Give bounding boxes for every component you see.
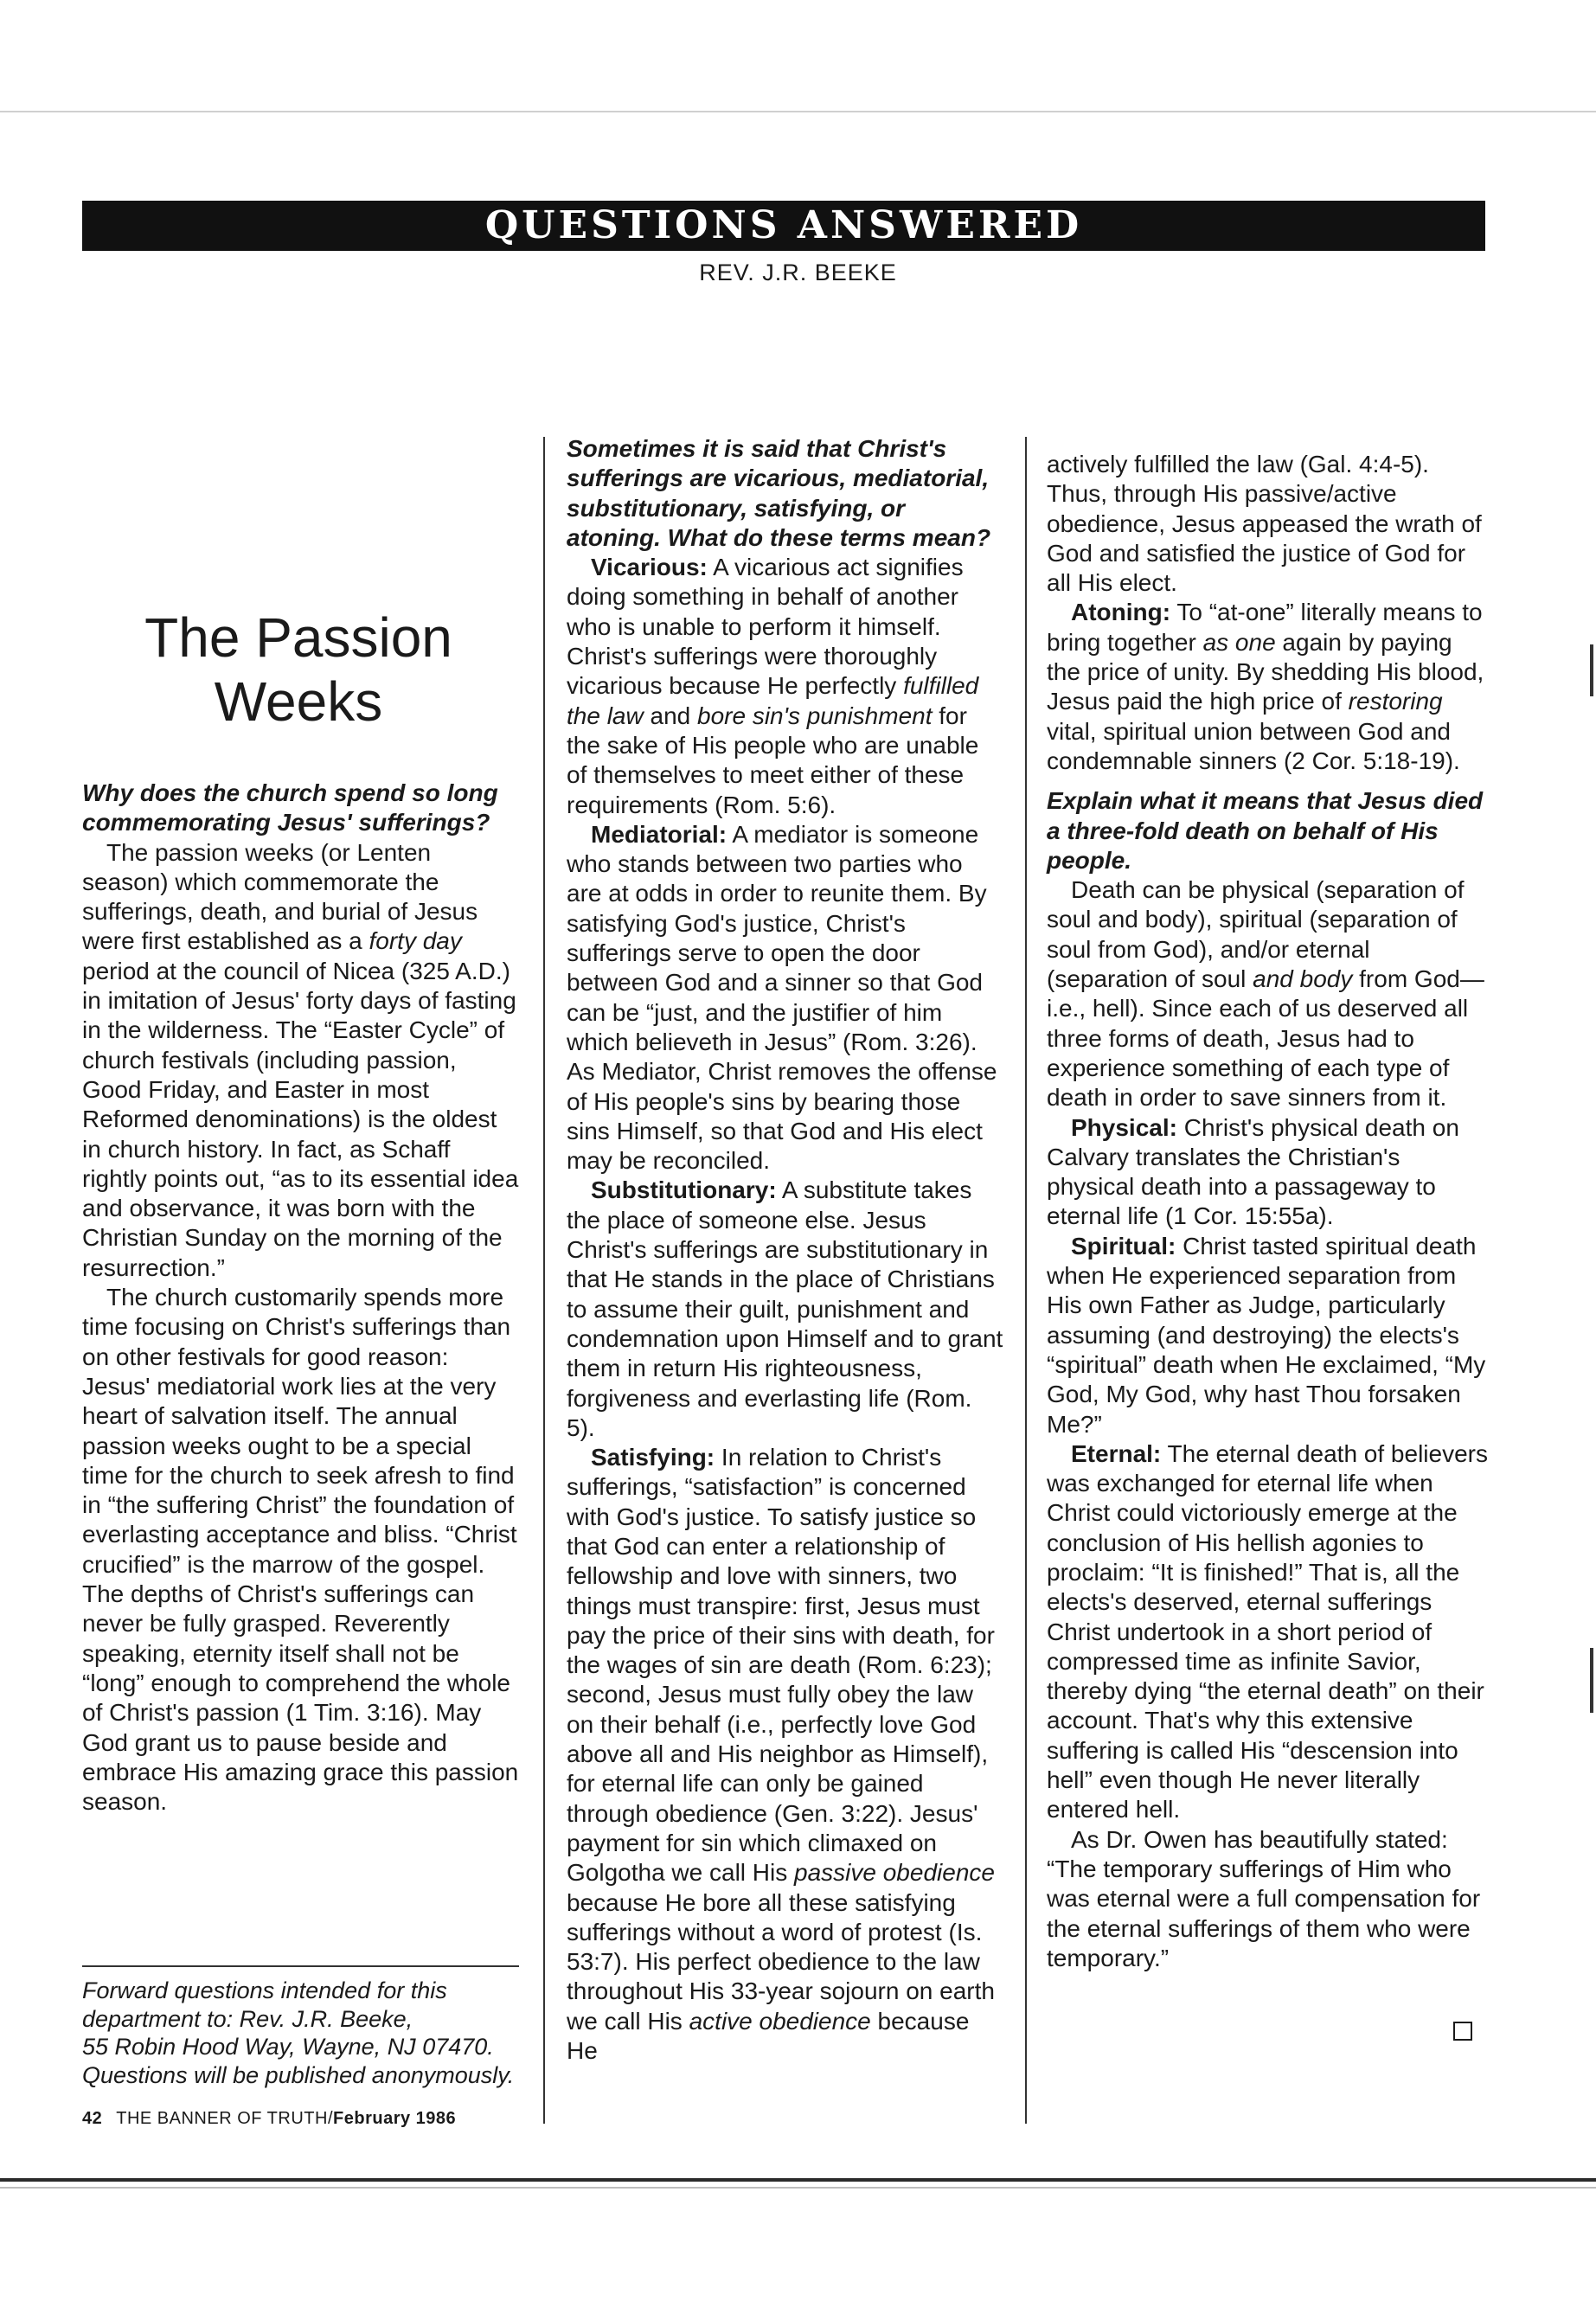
scan-margin-mark [1590,1648,1593,1713]
submission-note [82,1977,541,2089]
paragraph-owen: As Dr. Owen has beautifully stated: “The temporary sufferings of Him who was eternal were a full compensation for the eternal sufferings of them who were temporary.” [1047,1825,1481,1971]
note-line: Questions will be published anonymously. [82,2061,515,2088]
author-byline: REV. J.R. BEEKE [699,260,897,285]
paragraph-death: Death can be physical (separation of soul and body), spiritual (separation of soul from God), and/or eternal (separation of soul and body from God—i.e., hell). Since each of us deserved all three forms of death, Jesus had to experience something of each type of death in order to save sinners from it. [1047,876,1484,1112]
paragraph-continued: actively fulfilled the law (Gal. 4:4-5). Thus, through His passive/active obedience, Jesus appeased the wrath of God and satisfied the justice of God for all His elect. [1047,451,1482,597]
question-2: Sometimes it is said that Christ's sufferings are vicarious, mediatorial, substitutionary, satisfying, or atoning. What do these terms mean? [567,435,991,551]
page-footer [82,2109,456,2129]
column-3 [1047,450,1490,1973]
paragraph-substitutionary: Substitutionary: A substitute takes the place of someone else. Jesus Christ's sufferings are substitutionary in that He stands in the place of Christians to assume their guilt, punishment and condemnation upon Himself and to grant them in return His righteousness, forgiveness and everlasting life (Rom. 5). [567,1176,1003,1441]
paragraph-atoning: Atoning: To “at-one” literally means to bring together as one again by paying the price of unity. By shedding His blood, Jesus paid the high price of restoring vital, spiritual union between God and condemnable sinners (2 Cor. 5:18-19). [1047,599,1484,774]
paragraph: The church customarily spends more time focusing on Christ's sufferings than on other festivals for good reason: Jesus' mediatorial work lies at the very heart of salvation itself. The annual passion weeks ought to be a special time for the church to seek afresh to find in “the suffering Christ” the foundation of everlasting acceptance and bliss. “Christ crucified” is the marrow of the gospel. The depths of Christ's sufferings can never be fully grasped. Reverently speaking, eternity itself shall not be “long” enough to comprehend the whole of Christ's passion (1 Tim. 3:16). May God grant us to pause beside and embrace His amazing grace this passion season. [82,1284,519,1816]
issue-date: February 1986 [333,2109,457,2128]
question-3: Explain what it means that Jesus died a three-fold death on behalf of His people. [1047,787,1484,874]
bottom-rule-light [0,2187,1596,2189]
column-2 [567,434,1003,2066]
title-line-2: Weeks [214,670,383,733]
paragraph-spiritual: Spiritual: Christ tasted spiritual death when He experienced separation from His own Father as Judge, particularly assuming (and destroying) the elects's “spiritual” death when He exclaimed, “My God, My God, why hast Thou forsaken Me?” [1047,1232,1486,1438]
note-divider [82,1965,519,1967]
paragraph-physical: Physical: Christ's physical death on Calvary translates the Christian's physical death into a passageway to eternal life (1 Cor. 15:55a). [1047,1113,1459,1230]
section-banner: QUESTIONS ANSWERED [82,201,1485,251]
paragraph: The passion weeks (or Lenten season) which commemorate the sufferings, death, and burial of Jesus were first established as a forty day period at the council of Nicea (325 A.D.) in imitation of Jesus' forty days of fasting in the wilderness. The “Easter Cycle” of church festivals (including passion, Good Friday, and Easter in most Reformed denominations) is the oldest in church history. In fact, as Schaff rightly points out, “as to its essential idea and observance, it was born with the Christian Sunday on the morning of the resurrection.” [82,838,519,1281]
note-line: 55 Robin Hood Way, Wayne, NJ 07470. [82,2034,494,2060]
note-line: Forward questions intended for this [82,1977,447,2003]
column-divider [543,437,545,2124]
question-1: Why does the church spend so long commemorating Jesus' sufferings? [82,779,498,836]
bottom-rule [0,2178,1596,2182]
top-rule [0,111,1596,112]
paragraph-mediatorial: Mediatorial: A mediator is someone who stands between two parties who are at odds in order to reunite them. By satisfying God's justice, Christ's sufferings serve to open the door between God and a sinner so that God can be “just, and the justifier of him which believeth in Jesus” (Rom. 3:26). As Mediator, Christ removes the offense of His people's sins by bearing those sins Himself, so that God and His elect may be reconciled. [567,820,997,1175]
paragraph-satisfying: Satisfying: In relation to Christ's sufferings, “satisfaction” is concerned with God's justice. To satisfy justice so that God can enter a relationship of fellowship and love with sinners, two things must transpire: first, Jesus must pay the price of their sins with death, for the wages of sin are death (Rom. 6:23); second, Jesus must fully obey the law on their behalf (i.e., perfectly love God above all and His neighbor as Himself), for eternal life can only be gained through obedience (Gen. 3:22). Jesus' payment for sin which climaxed on Golgotha we call His passive obedience because He bore all these satisfying sufferings without a word of protest (Is. 53:7). His perfect obedience to the law throughout His 33-year sojourn on earth we call His active obedience because He [567,1444,995,2065]
title-line-1: The Passion [144,606,452,669]
column-1 [82,779,519,1817]
column-divider [1025,437,1027,2124]
note-line: department to: Rev. J.R. Beeke, [82,2005,413,2032]
end-mark-icon [1453,2022,1472,2041]
article-title [82,606,515,734]
paragraph-vicarious: Vicarious: A vicarious act signifies doing something in behalf of another who is unable to perform it himself. Christ's sufferings were thoroughly vicarious because He perfectly fulfilled the law and bore sin's punishment for the sake of His people who are unable of themselves to meet either of these requirements (Rom. 5:6). [567,554,979,818]
publication-name: THE BANNER OF TRUTH/ [116,2109,334,2128]
paragraph-eternal: Eternal: The eternal death of believers was exchanged for eternal life when Christ could victoriously emerge at the conclusion of His hellish agonies to proclaim: “It is finished!” That is, all the elects's deserved, eternal sufferings Christ undertook in a short period of compressed time as infinite Savior, thereby dying “the eternal death” on their account. That's why this extensive suffering is called His “descension into hell” even though He never literally entered hell. [1047,1439,1488,1823]
scan-margin-mark [1590,644,1593,696]
page-number: 42 [82,2109,103,2128]
